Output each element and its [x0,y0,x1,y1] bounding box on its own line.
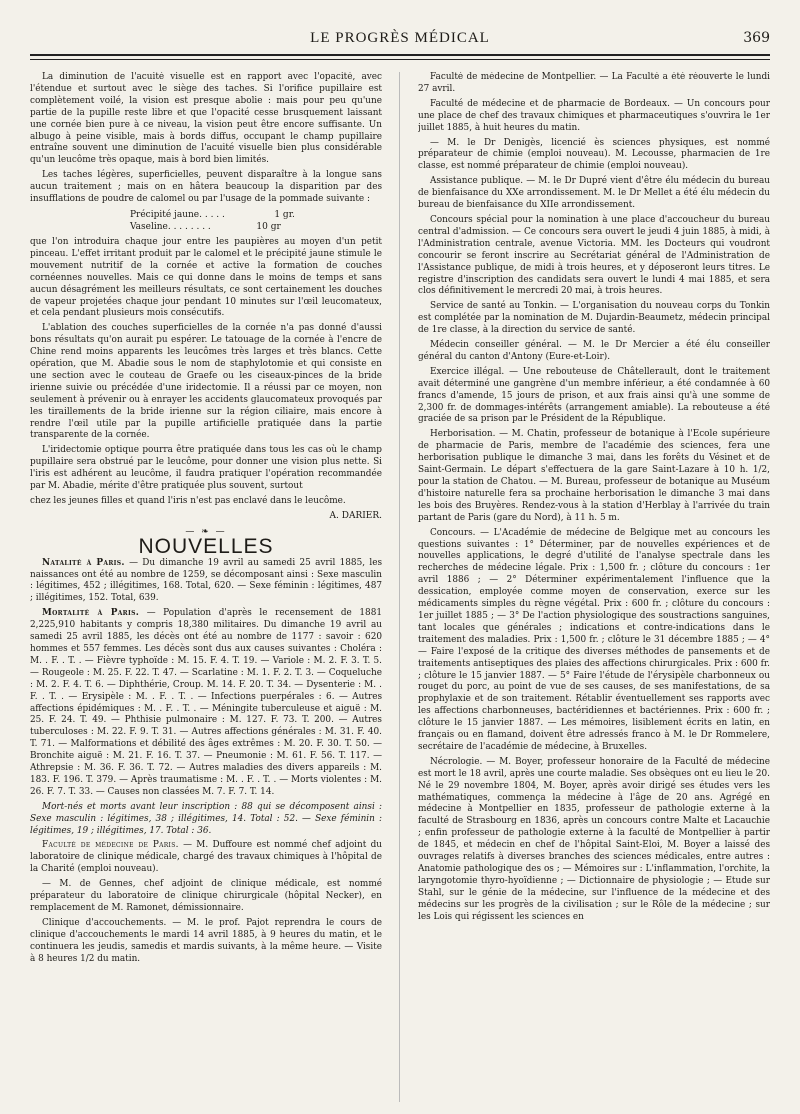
article-paragraph: L'iridectomie optique pourra être pratiquée dans tous les cas où le champ pupillaire sera obstrué par le leucôme, pour donner une vision plus nette. Si l'iris est adhérent au leucôme, il faudra pratiquer l'opération recommandée par M. Abadie, mérite d'être pratiquée plus souvent, surtout [30,445,382,492]
news-item-heading: Natalité à Paris. [42,557,125,568]
left-column [30,72,382,1108]
article-paragraph: La diminution de l'acuité visuelle est en rapport avec l'opacité, avec l'étendue et surtout avec le siège des taches. Si l'orifice pupillaire est complètement voilé, la vision est presque abolie : mais pour peu qu'une partie de la pupille reste libre et que l'opacité cesse brusquement laissant une cornée bien pure à ce niveau, la vision peut être encore suffisante. Un albugo à peine visible, mais à bords diffus, occupant le champ pupillaire entraîne souvent une diminution de l'acuité visuelle bien plus considérable qu'un leucôme très opaque, mais à bord bien limités. [30,72,382,166]
news-item: Faculté de médecine de Paris. — M. Duffoure est nommé chef adjoint du laboratoire de clinique médicale, chargé des travaux chimiques à l'hôpital de la Charité (emploi nouveau). [30,840,382,875]
news-item: — M. le Dr Denigès, licencié ès sciences physiques, est nommé préparateur de chimie (emploi nouveau). M. Lecousse, pharmacien de 1re classe, est nommé préparateur de chimie (emploi nouveau). [418,137,770,172]
prescription [130,209,382,233]
journal-title: LE PROGRÈS MÉDICAL [310,30,490,46]
news-item: Exercice illégal. — Une rebouteuse de Châtellerault, dont le traitement avait déterminé une gangrène d'un membre inférieur, a été condamnée à 60 francs d'amende, 15 jours de prison, et aux frais ainsi qu'à une somme de 2,300 fr. de dommages-intérêts (arrangement amiable). La rebouteuse a été graciée de sa prison par le Président de la République. [418,366,770,425]
news-item: Concours. — L'Académie de médecine de Belgique met au concours les questions suivantes : 1° Déterminer, par de nouvelles expériences et de nouvelles applications, le degré d'utilité de l'analyse spectrale dans les recherches de médecine légale. Prix : 1,500 fr. ; clôture du concours : 1er avril 1886 ; — 2° Déterminer expérimentalement l'influence que la dessication, employée comme moyen de conservation, exerce sur les médicaments simples du règne végétal. Prix : 600 fr. ; clôture du concours : 1er juillet 1885 ; — 3° De l'action physiologique des soustractions sanguines, tant locales que générales ; indications et contre-indications dans le traitement des maladies. Prix : 1,500 fr. ; clôture le 31 décembre 1885 ; — 4° — Faire l'exposé de la critique des diverses méthodes de pansements et de traitements antiseptiques des plaies des affections chirurgicales. Prix : 600 fr. ; clôture le 15 janvier 1887. — 5° Faire l'étude de l'érysipèle charbonneux ou rouget du porc, au point de vue de ses causes, de ses manifestations, de sa prophylaxie et de son traitement. Rétablir éventuellement ses rapports avec les affections charbonneuses, bactéridiennes et bactériennes. Prix : 600 fr. ; clôture le 15 janvier 1887. — Les mémoires, lisiblement écrits en latin, en français ou en flamand, doivent être adressés franco à M. le Dr Rommelere, secrétaire de l'académie de médecine, à Bruxelles. [418,527,770,752]
news-item: Mortalité à Paris. — Population d'après le recensement de 1881 2,225,910 habitants y compris 18,380 militaires. Du dimanche 19 avril au samedi 25 avril 1885, les décès ont été au nombre de 1177 : savoir : 620 hommes et 557 femmes. Les décès sont dus aux causes suivantes : Choléra : M. . F. . T. . — Fièvre typhoïde : M. 15. F. 4. T. 19. — Variole : M. 2. F. 3. T. 5. — Rougeole : M. 25. F. 22. T. 47. — Scarlatine : M. 1. F. 2. T. 3. — Coqueluche : M. 2. F. 4. T. 6. — Diphthérie, Croup. M. 14. F. 20. T. 34. — Dysenterie : M. . F. . T. . — Erysipèle : M. . F. . T. . — Infections puerpérales : 6. — Autres affections épidémiques : M. . F. . T. . — Méningite tuberculeuse et aiguë : M. 25. F. 24. T. 49. — Phthisie pulmonaire : M. 127. F. 73. T. 200. — Autres tuberculoses : M. 22. F. 9. T. 31. — Autres affections générales : M. 31. F. 40. T. 71. — Malformations et débilité des âges extrêmes : M. 20. F. 30. T. 50. — Bronchite aiguë : M. 21. F. 16. T. 37. — Pneumonie : M. 61. F. 56. T. 117. — Athrepsie : M. 36. F. 36. T. 72. — Autres maladies des divers appareils : M. 183. F. 196. T. 379. — Après traumatisme : M. . F. . T. . — Morts violentes : M. 26. F. 7. T. 33. — Causes non classées M. 7. F. 7. T. 14. [30,608,382,797]
section-title: NOUVELLES [138,534,274,558]
right-column [418,72,770,1108]
page-number: 369 [743,30,770,46]
news-item: Herborisation. — M. Chatin, professeur de botanique à l'Ecole supérieure de pharmacie de Paris, membre de l'académie des sciences, fera une herborisation publique le dimanche 3 mai, dans les forêts du Vésinet et de Saint-Germain. Le départ s'effectuera de la gare Saint-Lazare à 10 h. 1/2, pour la station de Chatou. — M. Bureau, professeur de botanique au Muséum d'histoire naturelle fera sa prochaine herborisation le dimanche 3 mai dans les bois des Bruyères. Rendez-vous à la station d'Herblay à l'arrivée du train partant de Paris (gare du Nord), à 11 h. 5 m. [418,429,770,523]
news-item: Médecin conseiller général. — M. le Dr Mercier a été élu conseiller général du canton d'Antony (Eure-et-Loir). [418,340,770,362]
news-item: Clinique d'accouchements. — M. le prof. Pajot reprendra le cours de clinique d'accouchements le mardi 14 avril 1885, à 9 heures du matin, et le continuera les jeudis, samedis et mardis suivants, à la même heure. — Visite à 8 heures 1/2 du matin. [30,917,382,964]
news-item: Concours spécial pour la nomination à une place d'accoucheur du bureau central d'admission. — Ce concours sera ouvert le jeudi 4 juin 1885, à midi, à l'Administration centrale, avenue Victoria. MM. les Docteurs qui voudront concourir se feront inscrire au Secrétariat général de l'Administration de l'Assistance publique, de midi à trois heures, et y déposeront leurs titres. Le registre d'inscription des candidats sera ouvert le lundi 4 mai 1885, et sera clos définitivement le mercredi 20 mai, à trois heures. [418,214,770,297]
header-rule-bottom [30,59,770,60]
prescription-line: Précipité jaune. . . . . 1 gr. [130,209,295,220]
news-item: Mort-nés et morts avant leur inscription : 88 qui se décomposent ainsi : Sexe masculin : légitimes, 38 ; illégitimes, 14. Total : 52. — Sexe féminin : légitimes, 19 ; illégitimes, 17. Total : 36. [30,801,382,836]
prescription-line: Vaseline. . . . . . . . 10 gr [130,221,281,232]
article-paragraph: Les taches légères, superficielles, peuvent disparaître à la longue sans aucun traitement ; mais on en hâtera beaucoup la disparition par des insufflations de poudre de calomel ou par l'usage de la pommade suivante : [30,170,382,205]
news-item: Assistance publique. — M. le Dr Dupré vient d'être élu médecin du bureau de bienfaisance du XXe arrondissement. M. le Dr Mellet a été élu médecin du bureau de bienfaisance du XIIe arrondissement. [418,176,770,211]
news-item: Faculté de médecine et de pharmacie de Bordeaux. — Un concours pour une place de chef des travaux chimiques et pharmaceutiques s'ouvrira le 1er juillet 1885, à huit heures du matin. [418,98,770,133]
news-item: Natalité à Paris. — Du dimanche 19 avril au samedi 25 avril 1885, les naissances ont été au nombre de 1259, se décomposant ainsi : Sexe masculin : légitimes, 452 ; illégitimes, 168. Total, 620. — Sexe féminin : légitimes, 487 ; illégitimes, 152. Total, 639. [30,557,382,604]
news-item: Service de santé au Tonkin. — L'organisation du nouveau corps du Tonkin est complétée par la nomination de M. Dujardin-Beaumetz, médecin principal de 1re classe, à la direction du service de santé. [418,301,770,336]
news-item-heading: Faculté de médecine de Paris. [42,840,179,851]
column-divider [399,72,400,1102]
news-item: Faculté de médecine de Montpellier. — La Faculté a été réouverte le lundi 27 avril. [418,72,770,94]
news-item: — M. de Gennes, chef adjoint de clinique médicale, est nommé préparateur du laboratoire de clinique chirurgicale (hôpital Necker), en remplacement de M. Ramonet, démissionnaire. [30,879,382,913]
article-signature: A. DARIER. [329,510,382,521]
header-rule-top [30,54,770,56]
article-paragraph: que l'on introduira chaque jour entre les paupières au moyen d'un petit pinceau. L'effet irritant produit par le calomel et le précipité jaune stimule le mouvement nutritif de la cornée et active la formation de couches cornéennes nouvelles. Mais ce qui donne dans le moins de temps et sans aucun désagrément les meilleurs résultats, ce sont certainement les douches de vapeur projetées chaque jour pendant 10 minutes sur l'œil leucomateux, et cela pendant plusieurs mois consécutifs. [30,236,382,319]
page-header [30,28,770,50]
ornament-separator: — ❧ — [185,526,227,537]
news-item-heading: Mortalité à Paris. [42,608,140,619]
news-item: Nécrologie. — M. Boyer, professeur honoraire de la Faculté de médecine est mort le 18 avril, après une courte maladie. Ses obsèques ont eu lieu le 20. Né le 29 novembre 1804, M. Boyer, après avoir dirigé ses études vers les mathématiques, commença la médecine à l'âge de 20 ans. Agrégé en médecine à Montpellier en 1835, professeur de pathologie externe à la faculté de Strasbourg en 1836, après un concours contre Malte et Lacauchie ; enfin professeur de pathologie externe à la faculté de Montpellier à partir de 1845, et médecin en chef de l'hôpital Saint-Eloi, M. Boyer a laissé des ouvrages relatifs à diverses branches des sciences médicales, entre autres : Anatomie pathologique des os ; — Mémoires sur : L'inflammation, l'orchite, la laryngotomie thyro-hyoïdienne ; — Dictionnaire de physiologie ; — Etude sur Stahl, sur le génie de la médecine, sur l'influence de la médecine et des médecins sur les progrès de la civilisation ; sur le Rôle de la médecine ; sur les Lois qui régissent les sciences en [418,756,770,922]
article-paragraph: L'ablation des couches superficielles de la cornée n'a pas donné d'aussi bons résultats qu'on aurait pu espérer. Le tatouage de la cornée à l'encre de Chine rend moins apparents les leucômes très larges et très blancs. Cette opération, que M. Abadie sous le nom de staphylotomie et qui consiste en une section avec le couteau de Graefe ou les ciseaux-pinces de la bride irienne suivie ou précédée d'une iridectomie. Il a réussi par ce moyen, non seulement à prévenir ou à enrayer les accidents glaucomateux provoqués par les tiraillements de la bride irienne sur la région ciliaire, mais encore à rendre l'œil utile par la pupille artificielle pratiquée dans la partie transparente de la cornée. [30,323,382,441]
article-paragraph: chez les jeunes filles et quand l'iris n'est pas enclavé dans le leucôme. [30,496,346,506]
